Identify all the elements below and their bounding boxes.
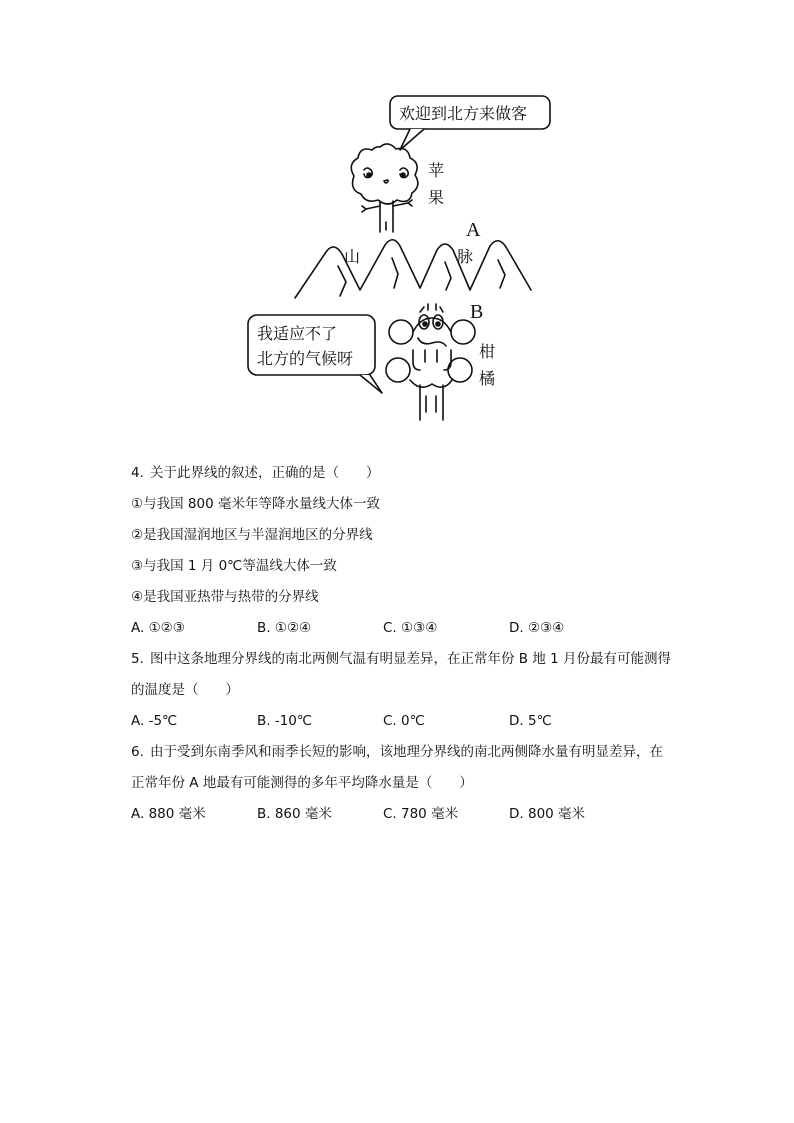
- mountain-label-2: 脉: [457, 247, 474, 266]
- point-a-label: A: [466, 219, 481, 241]
- option-d[interactable]: D. ②③④: [509, 620, 565, 636]
- question-5: [131, 644, 701, 737]
- mountain-label-1: 山: [344, 247, 361, 266]
- option-a[interactable]: A. ①②③: [131, 620, 185, 636]
- cartoon-svg: [0, 0, 794, 440]
- orange-label-1: 柑: [479, 342, 496, 361]
- option-b[interactable]: B. -10℃: [257, 713, 313, 729]
- question-5-options: [131, 706, 701, 737]
- option-c[interactable]: C. 780 毫米: [383, 806, 459, 822]
- question-6-stem-continued: 正常年份 A 地最有可能测得的多年平均降水量是（ ）: [131, 775, 473, 791]
- question-4-options: [131, 613, 701, 644]
- question-6: [131, 737, 701, 830]
- question-5-stem-continued: 的温度是（ ）: [131, 682, 239, 698]
- option-b[interactable]: B. 860 毫米: [257, 806, 332, 822]
- question-6-stem: [131, 737, 701, 768]
- statement-1: ①与我国 800 毫米年等降水量线大体一致: [131, 496, 380, 512]
- option-b[interactable]: B. ①②④: [257, 620, 312, 636]
- option-a[interactable]: A. 880 毫米: [131, 806, 206, 822]
- apple-speech-bubble: [390, 96, 550, 150]
- question-4: [131, 458, 701, 644]
- statement-4: ④是我国亚热带与热带的分界线: [131, 589, 319, 605]
- question-stem-text: 关于此界线的叙述，正确的是（ ）: [150, 465, 380, 481]
- questions-section: [131, 458, 701, 830]
- option-a[interactable]: A. -5℃: [131, 713, 178, 729]
- apple-tree-character: [351, 144, 418, 232]
- point-b-label: B: [470, 301, 484, 323]
- option-d[interactable]: D. 800 毫米: [509, 806, 586, 822]
- option-d[interactable]: D. 5℃: [509, 713, 552, 729]
- orange-speech-bubble: [248, 315, 382, 393]
- orange-bubble-line-1: 我适应不了: [257, 324, 338, 343]
- option-c[interactable]: C. ①③④: [383, 620, 438, 636]
- question-4-stem: [131, 458, 701, 489]
- apple-bubble-text: 欢迎到北方来做客: [399, 104, 528, 123]
- orange-bubble-line-2: 北方的气候呀: [257, 349, 354, 368]
- statement-3: ③与我国 1 月 0℃等温线大体一致: [131, 558, 337, 574]
- cartoon-figure: [0, 0, 794, 440]
- option-c[interactable]: C. 0℃: [383, 713, 425, 729]
- orange-tree-character: [386, 304, 475, 420]
- question-number: 4.: [131, 465, 144, 481]
- question-stem-text: 图中这条地理分界线的南北两侧气温有明显差异，在正常年份 B 地 1 月份最有可能测得: [150, 651, 672, 667]
- orange-label-2: 橘: [479, 369, 496, 388]
- mountain-range: [295, 240, 531, 298]
- question-5-stem: [131, 644, 701, 675]
- question-stem-text: 由于受到东南季风和雨季长短的影响，该地理分界线的南北两侧降水量有明显差异，在: [150, 744, 663, 760]
- statement-2: ②是我国湿润地区与半湿润地区的分界线: [131, 527, 373, 543]
- question-number: 6.: [131, 744, 144, 760]
- apple-label-1: 苹: [428, 161, 445, 180]
- question-6-options: [131, 799, 701, 830]
- question-number: 5.: [131, 651, 144, 667]
- apple-label-2: 果: [428, 188, 445, 207]
